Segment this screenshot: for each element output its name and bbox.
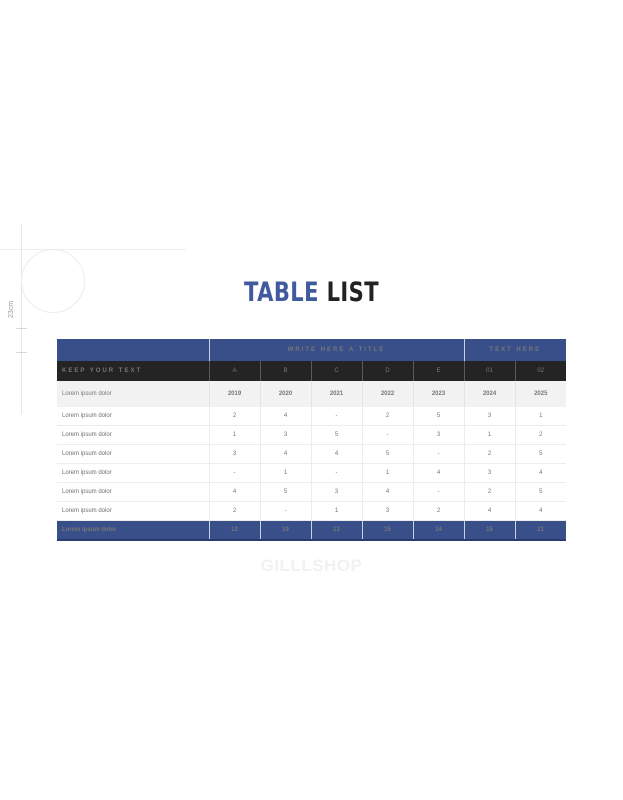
table-cell: 4 — [209, 483, 260, 502]
table-row — [57, 407, 566, 426]
table-row — [57, 464, 566, 483]
page-title — [69, 277, 555, 308]
table-cell: 5 — [515, 483, 566, 502]
year-cell: 2023 — [413, 381, 464, 407]
table-cell: 3 — [209, 445, 260, 464]
decor-tick-top — [16, 328, 27, 329]
row-label: Lorem ipsum dolor — [57, 464, 209, 483]
column-header: B — [260, 361, 311, 381]
header-blank-cell — [57, 339, 209, 361]
table-cell: - — [413, 483, 464, 502]
table-cell: - — [311, 407, 362, 426]
table-cell: - — [311, 464, 362, 483]
total-row — [57, 521, 566, 541]
year-row — [57, 381, 566, 407]
table-cell: 4 — [260, 445, 311, 464]
table-cell: 3 — [413, 426, 464, 445]
year-cell: 2025 — [515, 381, 566, 407]
row-label: Lorem ipsum dolor — [57, 381, 209, 407]
table-cell: 2 — [362, 407, 413, 426]
total-cell: 14 — [413, 521, 464, 541]
table-title-row — [57, 339, 566, 361]
table-cell: - — [362, 426, 413, 445]
table-cell: 5 — [362, 445, 413, 464]
table-cell: 2 — [515, 426, 566, 445]
table-cell: 4 — [260, 407, 311, 426]
table-row — [57, 445, 566, 464]
decor-vertical-line — [21, 224, 22, 414]
table-cell: - — [260, 502, 311, 521]
table-cell: - — [209, 464, 260, 483]
table-row — [57, 502, 566, 521]
year-cell: 2019 — [209, 381, 260, 407]
row-label: Lorem ipsum dolor — [57, 407, 209, 426]
table-cell: 1 — [362, 464, 413, 483]
year-cell: 2024 — [464, 381, 515, 407]
total-cell: 15 — [362, 521, 413, 541]
header-title-right: TEXT HERE — [464, 339, 566, 361]
table-cell: 4 — [464, 502, 515, 521]
measure-label: 23cm — [8, 300, 15, 318]
table-cell: 4 — [311, 445, 362, 464]
total-cell: 12 — [209, 521, 260, 541]
row-label: Lorem ipsum dolor — [57, 502, 209, 521]
table-cell: 5 — [413, 407, 464, 426]
table-cell: 4 — [515, 464, 566, 483]
table-cell: 3 — [464, 464, 515, 483]
column-header: C — [311, 361, 362, 381]
table-cell: 1 — [209, 426, 260, 445]
total-cell: 13 — [311, 521, 362, 541]
row-label: Lorem ipsum dolor — [57, 521, 209, 541]
table-cell: - — [413, 445, 464, 464]
table-cell: 1 — [464, 426, 515, 445]
column-header: 02 — [515, 361, 566, 381]
total-cell: 21 — [515, 521, 566, 541]
row-label: Lorem ipsum dolor — [57, 483, 209, 502]
table-cell: 5 — [311, 426, 362, 445]
table-cell: 2 — [209, 407, 260, 426]
data-table — [57, 339, 566, 541]
table-row — [57, 426, 566, 445]
row-label: Lorem ipsum dolor — [57, 426, 209, 445]
table-cell: 3 — [362, 502, 413, 521]
table-cell: 3 — [311, 483, 362, 502]
column-header: A — [209, 361, 260, 381]
table-cell: 2 — [413, 502, 464, 521]
title-part-2: LIST — [326, 277, 379, 308]
table-cell: 5 — [515, 445, 566, 464]
header-title-left: WRITE HERE A TITLE — [209, 339, 464, 361]
table-cell: 4 — [362, 483, 413, 502]
total-cell: 19 — [260, 521, 311, 541]
total-cell: 15 — [464, 521, 515, 541]
table-cell: 1 — [515, 407, 566, 426]
table-row — [57, 483, 566, 502]
column-header: E — [413, 361, 464, 381]
row-label: Lorem ipsum dolor — [57, 445, 209, 464]
table-cell: 4 — [515, 502, 566, 521]
decor-horizontal-line — [0, 249, 186, 250]
table-cell: 4 — [413, 464, 464, 483]
year-cell: 2021 — [311, 381, 362, 407]
decor-tick-bottom — [16, 352, 27, 353]
table-cell: 5 — [260, 483, 311, 502]
table-cell: 2 — [464, 445, 515, 464]
table-cell: 1 — [260, 464, 311, 483]
watermark: GILLLSHOP — [260, 556, 363, 575]
table-cell: 3 — [260, 426, 311, 445]
column-header: 01 — [464, 361, 515, 381]
table-cell: 2 — [209, 502, 260, 521]
table-cell: 3 — [464, 407, 515, 426]
title-part-1: TABLE — [244, 277, 319, 308]
year-cell: 2020 — [260, 381, 311, 407]
table-cell: 1 — [311, 502, 362, 521]
header-label: KEEP YOUR TEXT — [57, 361, 209, 381]
column-header: D — [362, 361, 413, 381]
table-cell: 2 — [464, 483, 515, 502]
column-header-row — [57, 361, 566, 381]
year-cell: 2022 — [362, 381, 413, 407]
